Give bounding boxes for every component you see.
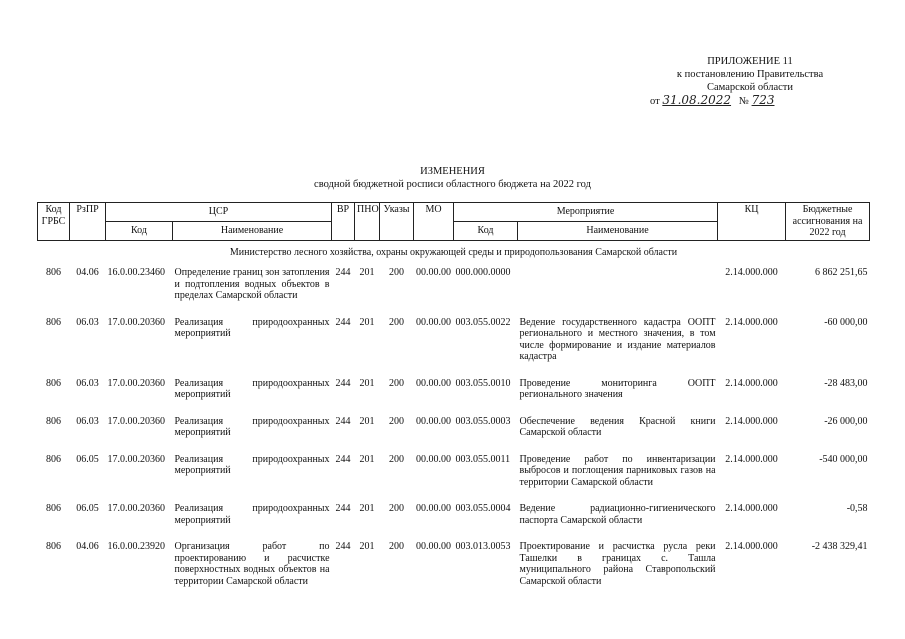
- table-row: [38, 373, 870, 411]
- cell-kc: 2.14.000.000: [725, 267, 778, 278]
- cell-event-name: Ведение государственного кадастра ООПТ регионального и местного значения, в том числе формирование и издание материалов кадастра: [519, 316, 716, 362]
- cell-amount: -2 438 329,41: [811, 541, 868, 552]
- col-vr: ВР: [332, 203, 355, 241]
- cell-pno: 201: [359, 415, 375, 427]
- col-event: Мероприятие: [454, 203, 718, 222]
- col-kc: КЦ: [718, 203, 786, 241]
- cell-csr-name: Реализация природоохранных мероприятий: [174, 453, 330, 476]
- document-title: [0, 165, 905, 191]
- cell-ukazy: 200: [389, 453, 405, 465]
- appendix-date-line: [650, 94, 850, 108]
- cell-kc: 2.14.000.000: [725, 503, 778, 514]
- cell-amount: -540 000,00: [819, 453, 868, 465]
- cell-event-code: 003.013.0053: [455, 541, 511, 552]
- cell-mo: 00.00.00: [416, 453, 452, 465]
- col-budget: Бюджетные ассигнования на 2022 год: [786, 203, 870, 241]
- cell-event-name: Проектирование и расчистка русла реки Ташелки в границах с. Ташла муниципального района Ставропольский Самарской области: [519, 541, 716, 587]
- cell-csr-code: 17.0.00.20360: [107, 316, 165, 328]
- cell-grbs: 806: [46, 503, 61, 514]
- cell-grbs: 806: [46, 415, 61, 427]
- cell-kc: 2.14.000.000: [725, 541, 778, 552]
- table-row: [38, 449, 870, 499]
- cell-event-code: 003.055.0011: [455, 453, 511, 465]
- cell-mo: 00.00.00: [416, 503, 452, 514]
- cell-mo: 00.00.00: [416, 377, 452, 389]
- cell-rzpr: 06.05: [76, 503, 99, 514]
- col-rzpr: РзПР: [70, 203, 106, 241]
- cell-csr-name: Реализация природоохранных мероприятий: [174, 316, 330, 339]
- col-mo: МО: [414, 203, 454, 241]
- table-row: [38, 498, 870, 536]
- cell-grbs: 806: [46, 453, 61, 465]
- cell-vr: 244: [335, 377, 351, 389]
- cell-event-name: [518, 262, 718, 312]
- cell-csr-name: Организация работ по проектированию и расчистке поверхностных водных объектов на территории Самарской области: [174, 541, 330, 587]
- cell-pno: 201: [359, 503, 375, 514]
- cell-csr-name: Реализация природоохранных мероприятий: [174, 503, 330, 526]
- col-pno: ПНО: [355, 203, 380, 241]
- cell-rzpr: 06.03: [76, 316, 99, 328]
- appendix-line-1: к постановлению Правительства: [676, 69, 824, 80]
- cell-kc: 2.14.000.000: [725, 377, 778, 389]
- cell-grbs: 806: [46, 316, 61, 328]
- cell-ukazy: 200: [389, 541, 405, 552]
- appendix-title: ПРИЛОЖЕНИЕ 11: [707, 56, 793, 67]
- col-csr-code: Код: [106, 221, 173, 240]
- cell-amount: -26 000,00: [824, 415, 868, 427]
- cell-amount: -0,58: [846, 503, 868, 514]
- cell-amount: -28 483,00: [824, 377, 868, 389]
- col-csr-name: Наименование: [173, 221, 332, 240]
- cell-csr-code: 17.0.00.20360: [107, 415, 165, 427]
- table-row: [38, 536, 870, 597]
- cell-grbs: 806: [46, 377, 61, 389]
- cell-ukazy: 200: [389, 415, 405, 427]
- cell-vr: 244: [335, 415, 351, 427]
- cell-rzpr: 04.06: [76, 267, 99, 278]
- cell-event-code: 003.055.0010: [455, 377, 511, 389]
- cell-vr: 244: [335, 267, 351, 278]
- cell-event-name: Проведение мониторинга ООПТ регионального значения: [519, 377, 716, 400]
- handwritten-number: 723: [751, 93, 775, 107]
- col-ukazy: Указы: [380, 203, 414, 241]
- cell-pno: 201: [359, 316, 375, 328]
- cell-event-name: Ведение радиационно-гигиенического паспорта Самарской области: [519, 503, 716, 526]
- cell-pno: 201: [359, 377, 375, 389]
- cell-mo: 00.00.00: [416, 415, 452, 427]
- cell-amount: -60 000,00: [824, 316, 868, 328]
- cell-ukazy: 200: [389, 267, 405, 278]
- cell-pno: 201: [359, 453, 375, 465]
- cell-csr-code: 17.0.00.20360: [107, 453, 165, 465]
- col-event-code: Код: [454, 221, 518, 240]
- cell-mo: 00.00.00: [416, 541, 452, 552]
- cell-csr-code: 16.0.00.23920: [107, 541, 165, 552]
- cell-vr: 244: [335, 453, 351, 465]
- cell-event-code: 003.055.0004: [455, 503, 511, 514]
- cell-event-code: 003.055.0022: [455, 316, 511, 328]
- budget-changes-table: [37, 202, 870, 597]
- cell-pno: 201: [359, 541, 375, 552]
- cell-ukazy: 200: [389, 377, 405, 389]
- cell-amount: 6 862 251,65: [815, 267, 868, 278]
- cell-csr-name: Реализация природоохранных мероприятий: [174, 377, 330, 400]
- date-prefix: от: [650, 96, 660, 107]
- cell-csr-name: Реализация природоохранных мероприятий: [174, 415, 330, 438]
- title-subtitle: сводной бюджетной росписи областного бюджета на 2022 год: [314, 179, 591, 190]
- cell-rzpr: 06.03: [76, 377, 99, 389]
- table-row: [38, 411, 870, 449]
- table-row: [38, 312, 870, 373]
- cell-mo: 00.00.00: [416, 267, 452, 278]
- title-heading: ИЗМЕНЕНИЯ: [420, 166, 485, 177]
- cell-rzpr: 04.06: [76, 541, 99, 552]
- cell-vr: 244: [335, 503, 351, 514]
- cell-kc: 2.14.000.000: [725, 415, 778, 427]
- cell-kc: 2.14.000.000: [725, 453, 778, 465]
- col-event-name: Наименование: [518, 221, 718, 240]
- cell-csr-code: 17.0.00.20360: [107, 503, 165, 514]
- cell-grbs: 806: [46, 541, 61, 552]
- cell-event-code: 000.000.0000: [455, 267, 511, 278]
- cell-csr-code: 16.0.00.23460: [107, 267, 165, 278]
- appendix-block: [650, 55, 850, 108]
- cell-kc: 2.14.000.000: [725, 316, 778, 328]
- col-csr: ЦСР: [106, 203, 332, 222]
- cell-mo: 00.00.00: [416, 316, 452, 328]
- cell-event-name: Обеспечение ведения Красной книги Самарской области: [519, 415, 716, 438]
- cell-vr: 244: [335, 316, 351, 328]
- cell-rzpr: 06.03: [76, 415, 99, 427]
- number-prefix: №: [738, 96, 749, 107]
- table-row: [38, 262, 870, 312]
- cell-grbs: 806: [46, 267, 61, 278]
- cell-event-name: Проведение работ по инвентаризации выбросов и поглощения парниковых газов на территории Самарской области: [519, 453, 716, 488]
- appendix-line-2: Самарской области: [707, 82, 793, 93]
- cell-event-code: 003.055.0003: [455, 415, 511, 427]
- cell-vr: 244: [335, 541, 351, 552]
- cell-ukazy: 200: [389, 316, 405, 328]
- cell-pno: 201: [359, 267, 375, 278]
- cell-csr-code: 17.0.00.20360: [107, 377, 165, 389]
- cell-csr-name: Определение границ зон затопления и подтопления водных объектов в пределах Самарской области: [174, 267, 330, 301]
- cell-rzpr: 06.05: [76, 453, 99, 465]
- department-row: Министерство лесного хозяйства, охраны окружающей среды и природопользования Самарской области: [229, 246, 678, 258]
- cell-ukazy: 200: [389, 503, 405, 514]
- handwritten-date: 31.08.2022: [662, 93, 732, 107]
- col-grbs: Код ГРБС: [38, 203, 70, 241]
